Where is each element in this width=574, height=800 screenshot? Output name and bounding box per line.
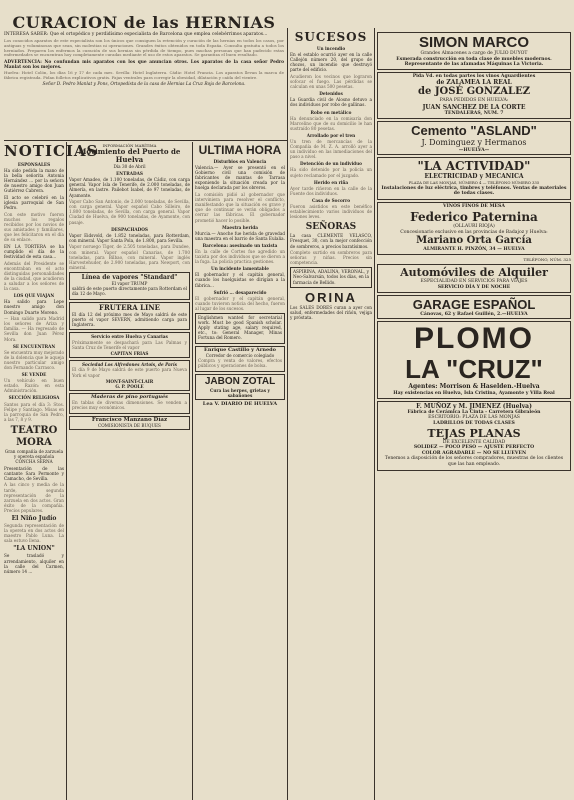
sucesos-filler: Ha denunciado en la comisaría don Marcelino que de su domicilio le han sustraído 80 pesetas. bbox=[290, 115, 372, 131]
juan-label: JUAN SANCHEZ DE LA CORTE bbox=[422, 103, 526, 111]
noticias-title: NOTICIAS bbox=[4, 142, 99, 160]
senoras-title: SEÑORAS bbox=[305, 222, 357, 233]
cemento-box bbox=[377, 121, 571, 156]
sucesos-h1: Un incendio bbox=[316, 46, 346, 51]
news-filler: A las cinco y media de la tarde, segunda representación de la zarzuela en dos actos. Gran éxito de la compañía. Precios populares. bbox=[4, 482, 64, 513]
ang-text: El gobernador y el capitán general, cuando los huelguistas se dirigían a la fábrica... bbox=[195, 272, 285, 288]
news-filler: Segunda representación de la opereta en dos actos del maestro Pablo Luna. La sala estuvo llena. bbox=[4, 523, 64, 544]
hernia-ad bbox=[4, 14, 284, 139]
maderas-title: Maderas de pino portugués bbox=[91, 394, 168, 401]
mont-label: MONT-SAINT-CLAIR bbox=[105, 379, 154, 385]
column-maritima bbox=[69, 143, 190, 800]
frutera-text: El día 12 del próximo mes de Mayo saldrá de este puerto el vapor SEVERN, admitiendo carga para Inglaterra. bbox=[72, 311, 187, 327]
orina-text: Los SALES DORES curan a ayer con salud, enfermedades del riñón, vejiga y próstata. bbox=[290, 305, 372, 321]
teatro-text: Presentación de las cantante Sara Permonte y Camacho, de Sevilla. bbox=[4, 465, 64, 481]
jabon-box bbox=[195, 374, 285, 400]
column-rule bbox=[287, 28, 288, 800]
zalamea-label: de ZALAMEA LA REAL bbox=[436, 79, 512, 87]
boda-text: El acto se celebró en la iglesia parroquial de San Pedro. bbox=[4, 195, 64, 211]
ultima-filler: Compra y venta de valores, efectos públicos y operaciones de bolsa. bbox=[198, 358, 282, 369]
news-filler: Santos para el día 3: Stos. Felipe y Santiago. Misas en la parroquia de San Pedro, a las 7, 8 y 9. bbox=[4, 401, 64, 422]
dist-heading: Disturbios en Valencia bbox=[213, 159, 267, 164]
munoz-label: F. MUÑOZ y M. JIMENEZ (Huelva) bbox=[416, 402, 532, 410]
teatro-title: TEATRO MORA bbox=[10, 424, 58, 448]
sucesos-h5: Detención de un individuo bbox=[300, 161, 362, 167]
ollauri-label: (OLLAURI RIOJA) bbox=[453, 224, 495, 230]
encuentran-heading: SE ENCUENTRAN bbox=[12, 343, 56, 349]
color-label: COLOR AGRADABLE — NO SE LLUEVEN bbox=[421, 450, 527, 456]
capitan-label: CAPITAN FRIAS bbox=[110, 351, 149, 357]
barcelona-heading: Barcelona: asesinado un taxista bbox=[202, 242, 278, 248]
column-ads bbox=[377, 30, 571, 800]
maderas-box bbox=[69, 393, 190, 414]
ultima-filler: En la calle de Cortes fue agredido un taxista por dos individuos que se dieron a la fuga. La policía practica gestiones. bbox=[195, 249, 285, 265]
automoviles-box bbox=[377, 264, 571, 292]
sucesos-h3: Robo en metálico bbox=[310, 109, 352, 115]
linea-title: Línea de vapores "Standard" bbox=[81, 273, 178, 281]
instalaciones-text: Instalaciones de luz eléctrica, timbres y teléfonos. Ventas de materiales de todas clases. bbox=[381, 185, 567, 197]
poole-label: G. P. POOLE bbox=[115, 384, 144, 390]
ladrillos-label: LADRILLOS DE TODAS CLASES bbox=[433, 420, 515, 426]
maritima-filler: Próximamente se despachará para Las Palmas y Santa Cruz de Tenerife el vapor bbox=[72, 339, 187, 350]
plomo-title: PLOMO bbox=[414, 322, 534, 356]
servicio-box bbox=[69, 332, 190, 358]
orn-title: Sociedad Los Alfredones Artois, de París bbox=[82, 362, 177, 368]
sucesos-h2: Detenidos bbox=[319, 91, 343, 97]
maritima-label: INFORMACIÓN MARÍTIMA bbox=[102, 143, 157, 148]
tromp-text: saldrá de este puerto directamente para Rotterdam el día 12 de Mayo. bbox=[72, 285, 187, 297]
pedidos-label: PARA PEDIDOS EN HUELVA: bbox=[439, 98, 509, 104]
garage-box bbox=[377, 295, 571, 320]
tromp-label: El vapor TRUMP bbox=[111, 280, 148, 286]
tendaleras-label: TENDALERAS, NUM. 7 bbox=[444, 110, 504, 116]
english-box bbox=[195, 313, 285, 344]
servicio-title: Servicio entre Huelva y Canarias bbox=[91, 334, 168, 340]
vinos-box bbox=[377, 202, 571, 254]
servicio-label: SERVICIO DÍA Y DE NOCHE bbox=[437, 285, 511, 290]
maritima-filler: El día 9 de Mayo saldrá de este puerto para Nueva York el vapor bbox=[72, 367, 187, 378]
enrique-title: Enrique Castillo y Arnedo bbox=[204, 347, 276, 353]
manzano-title: Francisco Manzano Díaz bbox=[91, 417, 168, 424]
maritima-filler: En tablas de diversas dimensiones. Se venden a precios muy económicos. bbox=[72, 400, 187, 411]
maritima-title: Movimiento del Puerto de Huelva bbox=[78, 147, 181, 165]
sevende-heading: SE VENDE bbox=[21, 372, 47, 378]
telefono-label: TELÉFONO, NÚM. 325 bbox=[523, 256, 571, 262]
solidez-label: SOLIDEZ — POCO PESO — AJUSTE PERFECTO bbox=[413, 445, 535, 451]
maestro-text: Murcia.— Anoche fue herida de gravedad una maestra en el barrio de Santa Eulalia. bbox=[195, 230, 286, 241]
despachados-text: Vapor Eidsvold, de 1.852 toneladas, para Rotterdam, con mineral. Vapor Santa Pola, de 1.800, para Sevilla. bbox=[69, 232, 190, 243]
column-rule bbox=[374, 28, 375, 800]
mariano-label: Mariano Orta García bbox=[416, 235, 532, 247]
sucesos-filler: Ayer tarde riñeron en la calle de la Fuente dos individuos. bbox=[290, 185, 372, 196]
pida-label: Pida Vd. en todas partes los vinos Aguardientes bbox=[412, 73, 536, 79]
manzano-box bbox=[69, 416, 190, 430]
diario-label: Lea V. DIARIO DE HUELVA bbox=[202, 401, 278, 408]
garage-title: GARAGE ESPAÑOL bbox=[412, 296, 536, 312]
maritima-filler: Vapor noruego Tiger, de 2.505 toneladas, para Dundee, con mineral. Vapor español Canarias, de 1.700 toneladas, para Bilbao, con mineral. Vapor inglés Harvestehuder, de 2.900 toneladas, para Newport, con mineral. bbox=[69, 244, 190, 270]
hernia-warning: ADVERTENCIA: No confundan mis aparatos con los que anuncian otros. Los aparatos de la casa señor Pedro Manlat son los mejores. bbox=[4, 59, 284, 70]
dist-text: Valencia.— Ayer se presentó en el Gobierno civil una comisión de fabricantes de mantas de Tarrasa exponiendo la situación creada por la huelga declarada por los obreros. bbox=[195, 165, 285, 191]
news-filler: Además del Presidente se encontraban en el acto distinguidas personalidades de la ciudad, que acudieron a saludar a los señores de la casa. bbox=[4, 260, 64, 292]
viajan-heading: LOS QUE VIAJAN bbox=[13, 293, 55, 299]
ultima-filler: El gobernador y el capitán general, cuando tuvieron noticia del hecho, fueron al lugar de los sucesos. bbox=[195, 295, 285, 311]
federico-title: Federico Paternina bbox=[410, 210, 538, 225]
masthead-rule bbox=[4, 140, 287, 141]
column-rule bbox=[66, 142, 67, 800]
aspirina-text: ASPIRINA, ADALINA, VERONAL, y Neo-Salvarsán, todos los días, en la farmacia de Bellido. bbox=[293, 269, 369, 285]
seccion-heading: SECCIÓN RELIGIOSA bbox=[8, 395, 60, 401]
hernia-body: Los conocidos aparatos de este especialista son los únicos que consiguen la retención y curación de las hernias en todos los casos, por antiguas y voluminosas que sean, sin molestias ni operaciones. Grandes éxitos obtenidos en toda España. Consulta gratuita a todos los herniados. Preparen los enfermos la curación de sus hernias sin pérdida de tiempo, pues muchas personas que han padecido estas enfermedades se encuentran hoy completamente curadas mediante el uso de estos aparatos. Se garantiza el buen resultado. bbox=[4, 37, 284, 58]
sucesos-filler: Un tren de mercancías de la Compañía de M. Z. A. arrolló ayer a un individuo en las inmediaciones del paso a nivel. bbox=[290, 139, 372, 160]
plomo-box bbox=[377, 321, 571, 399]
column-sucesos bbox=[290, 30, 372, 800]
frutera-box bbox=[69, 302, 190, 331]
nino-heading: El Niño Judío bbox=[11, 515, 57, 523]
jabon-text: Cura las herpes, grietas y sabañones bbox=[210, 387, 270, 398]
simon-box bbox=[377, 32, 571, 70]
orn-box bbox=[69, 360, 190, 391]
lacruz-title: LA "CRUZ" bbox=[405, 354, 543, 385]
entradas-heading: ENTRADAS bbox=[116, 171, 143, 177]
almirante-label: ALMIRANTE H. PINZÓN, 34 — HUELVA bbox=[423, 247, 525, 253]
entradas-text: Vapor Amadeo, de 1.100 toneladas, de Cádiz, con carga general. Vapor Isla de Tenerife, de 2.000 toneladas, de Almería, en lastre. Pailebot Isabel, de 97 toneladas, de Ayamonte. bbox=[69, 177, 190, 198]
fabrica-label: Fábrica de Cerámica La Cinta - Carretera Gibraleón bbox=[407, 409, 541, 415]
escritorio-label: ESCRITORIO: PLAZA DE LAS MONJAS bbox=[428, 415, 520, 421]
canovas-label: Cánovas, 62 y Rafael Guillén, 2.—HUELVA bbox=[420, 311, 528, 317]
actividad-box bbox=[377, 157, 571, 200]
vinos-label: VINOS FINOS DE MESA bbox=[443, 204, 505, 210]
hernia-notice: Señor D. Pedro Manlat y Pons, Ortopedista de la casa de Hernias La Cruz Roja de Barcelona. bbox=[42, 82, 246, 88]
actividad-title: "LA ACTIVIDAD" bbox=[417, 159, 531, 174]
orina-title: ORINA bbox=[305, 290, 357, 306]
cemento-title: Cemento "ASLAND" bbox=[411, 122, 537, 138]
frutera-title: FRUTERA LINE bbox=[98, 302, 161, 312]
sucesos-title: SUCESOS bbox=[294, 30, 368, 44]
tejas-title: TEJAS PLANAS bbox=[427, 426, 521, 440]
sucesos-h4: Arrollado por el tren bbox=[306, 132, 356, 138]
deposito-label: Hay existencias en Huelva, Isla Cristina, Ayamonte y Villa Real bbox=[393, 391, 555, 397]
sucesos-h6: Herido en riña bbox=[313, 179, 349, 185]
news-filler: Un vehículo en buen estado. Razón: en esta Administración. bbox=[4, 378, 64, 394]
simon-sub: Grandes Almacenes a cargo de JULIO DUYOT bbox=[420, 51, 528, 56]
news-filler: Con este motivo fueron muchos los regalos recibidos por los novios de sus amistades y familiares, que les felicitaron en el día de su enlace. bbox=[4, 211, 64, 243]
sucesos-h2-text: La Guardia civil de Alosno detuvo a dos individuos por robo de gallinas. bbox=[290, 97, 372, 108]
union-heading: "LA UNION" bbox=[13, 545, 55, 553]
column-ultima bbox=[195, 143, 285, 800]
jose-label: de JOSÉ GONZALEZ bbox=[417, 86, 530, 98]
sufrio-heading: Sufrió ... desaparecido bbox=[213, 289, 267, 295]
ang-heading: Un incidente lamentable bbox=[211, 266, 269, 272]
sucesos-filler: Completo surtido en sombreros para señoras y niñas. Precios sin competencia. bbox=[290, 250, 372, 266]
viajan-text: Ha salido para Lepe nuestro amigo don Domingo Duarte Moreno. bbox=[4, 299, 64, 315]
concesionario-label: Concesionario exclusivo en las provincias de Badajoz y Huelva: bbox=[400, 229, 548, 235]
despachados-heading: DESPACHADOS bbox=[111, 226, 148, 232]
plaza-label: PLAZA DE LAS MONJAS, NÚMERO 4 — TELÉFONO NÚMERO 335 bbox=[408, 180, 540, 186]
hernia-body2: Huelva: Hotel Colón, los días 16 y 17 de cada mes. Sevilla: Hotel Inglaterra. Cádiz: Hotel Francia. Los aparatos llevan la marca de fábrica registrada. Pidan folletos explicativos gratis. Fajas ventrales para corregir la obesidad, dilatación y caída del vientre. bbox=[4, 70, 284, 81]
jabon-title: JABON ZOTAL bbox=[204, 375, 276, 387]
simon-text: Esmerada construcción en toda clase de muebles modernos. Representante de las afamadas Máquinas La Victoria. bbox=[396, 56, 552, 68]
hernia-intro: INTERESA SABER: Que el ortopédico y perdidísimo especialista de Barcelona que emplea celebérrimos aparatos... bbox=[4, 32, 268, 37]
simon-title: SIMON MARCO bbox=[419, 34, 529, 51]
sucesos-filler: Ha sido detenido por la policía un sujeto reclamado por el juzgado. bbox=[290, 167, 372, 178]
senoras-text: La casa CLEMENTE VELASCO, Fresquet, 30, con la mejor confección de sombreros, a precios baratísimos. bbox=[290, 233, 372, 249]
sucesos-filler: Acudieron los vecinos que lograron sofocar el fuego. Las pérdidas se calculan en unas 500 pesetas. bbox=[290, 73, 372, 90]
electricidad-label: ELECTRICIDAD y MECANICA bbox=[424, 173, 524, 181]
espensales-heading: ESPONSALES bbox=[17, 162, 51, 167]
dominguez-label: J. Dominguez y Hermanos bbox=[421, 137, 527, 147]
espensales-text: Ha sido pedida la mano de la bella señorita Antonia Hernández ... por la señora de nuestro amigo don Juan Gutiérrez Cabrera. bbox=[4, 168, 64, 194]
especialidad-label: ESPECIALIDAD EN SERVICIOS PARA VIAJES bbox=[420, 279, 528, 285]
ultima-title: ULTIMA HORA bbox=[198, 143, 282, 157]
maritima-date: Día 30 de Abril bbox=[113, 164, 146, 170]
tenemos-text: Tenemos a disposición de los señores compradores, muestras de los clientes que las han empleado. bbox=[384, 456, 564, 467]
linea-box bbox=[69, 272, 190, 300]
agentes-label: Agentes: Morrison & Haselden.-Huelva bbox=[408, 383, 540, 391]
huelva-label: —HUELVA— bbox=[458, 147, 490, 153]
automoviles-title: Automóviles de Alquiler bbox=[400, 266, 548, 280]
sucesos-h1-text: En el establo ocurrió ayer en la calle Callejón número 20, del grupo de chozos, un incendio que destruyó parte del edificio. bbox=[290, 52, 372, 73]
hernia-title: CURACION de las HERNIAS bbox=[12, 13, 276, 32]
manzano-sub: COMISIONISTA DE BUQUES bbox=[98, 423, 161, 429]
excelente-label: DE EXCELENTE CALIDAD bbox=[442, 439, 506, 445]
news-filler: Se encuentra muy mejorado de la dolencia que le aqueja nuestro particular amigo don Fernando Carrasco. bbox=[4, 349, 64, 370]
ecija-text: EN LA TORTERA se ha cumplido el día de la festividad de esta casa... bbox=[4, 243, 64, 260]
sucesos-h7: Casa de Socorro bbox=[312, 197, 350, 203]
enrique-sub: Corredor de comercio colegiado bbox=[205, 353, 275, 359]
aspirina-box bbox=[290, 267, 372, 288]
column-noticias bbox=[4, 142, 99, 800]
column-rule bbox=[192, 142, 193, 800]
maritima-filler: Vapor Cabo San Antonio, de 2.000 toneladas, de Sevilla, con carga general. Vapor español Cabo Silleiro, de 1.800 toneladas, de Sevilla, con carga general. Vapor Ciudad de Huelva, de 900 toneladas, de Ayamonte, con pasaje. bbox=[69, 199, 190, 225]
ultima-filler: La comisión pidió al gobernador que interviniera para resolver el conflicto, manifestando que la situación es grave y que de continuar se verán obligados a cerrar las fábricas. El gobernador prometió hacer lo posible. bbox=[195, 192, 285, 223]
english-text: Englishmen wanted for secretarial work. Must be good Spanish scholar. Apply stating age, salary required, etc., to: General Manager, Minas Fortuna del Romero. bbox=[198, 315, 282, 341]
sucesos-filler: Fueron asistidos en este benéfico establecimiento varios individuos de lesiones leves. bbox=[290, 204, 372, 220]
union-text: Se trasladó y arrendamiento, alquiler en la calle del Carmen, número 14 ... bbox=[4, 553, 64, 574]
news-filler: — Han salido para Madrid los señores de Ariza y familia. — Ha regresado de Sevilla don Juan Pérez Mora. bbox=[4, 316, 64, 342]
teatro-sub: Gran compañía de zarzuela y opereta española CONCHA SERNA bbox=[4, 448, 64, 465]
pida-box bbox=[377, 72, 571, 119]
ceramica-box bbox=[377, 401, 571, 471]
enrique-box bbox=[195, 346, 285, 372]
maestro-heading: Maestra herida bbox=[222, 224, 258, 230]
